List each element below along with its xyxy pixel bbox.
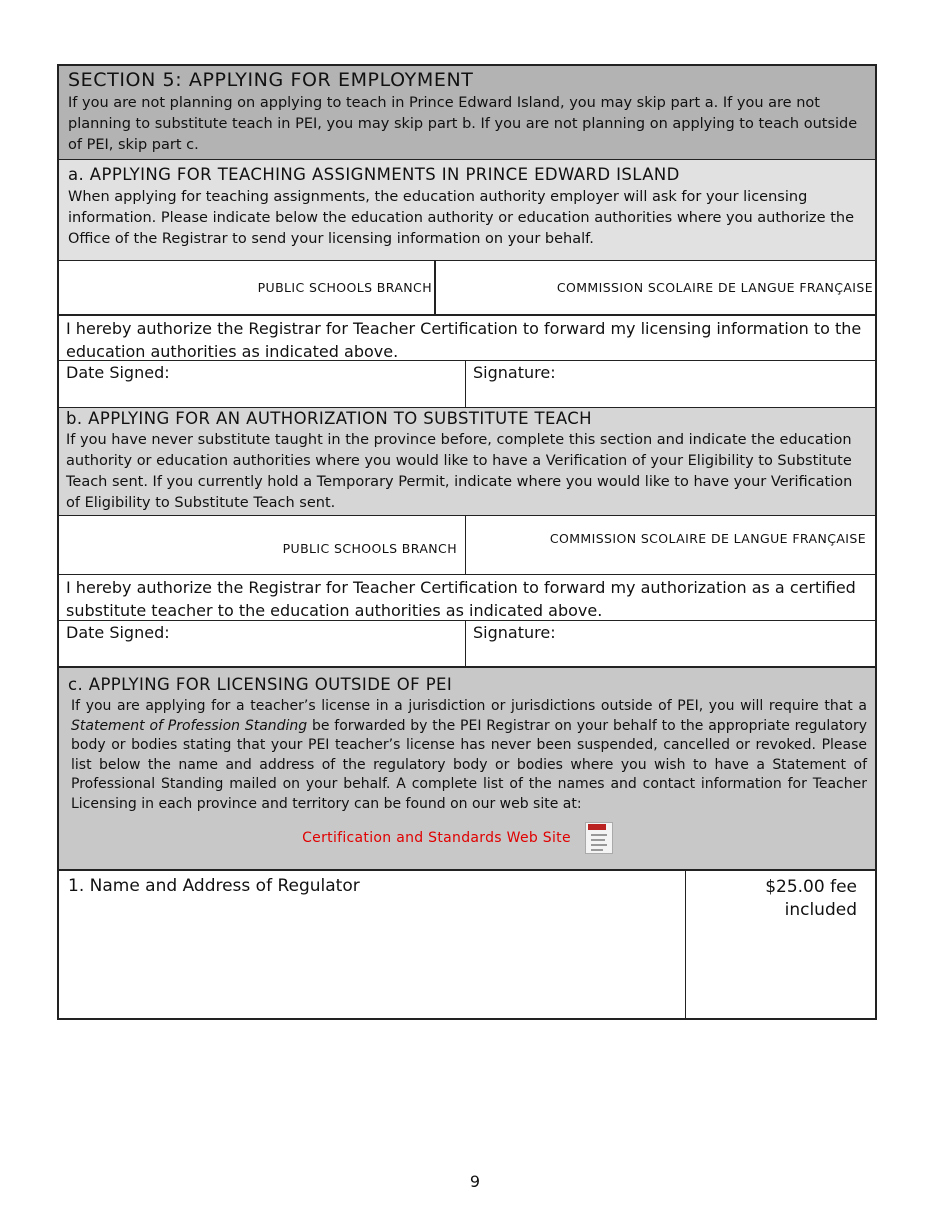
part-a-signature-row	[59, 361, 875, 408]
public-schools-branch-option[interactable]	[59, 261, 436, 314]
part-a-authorization-statement: I hereby authorize the Registrar for Teacher Certification to forward my licensing information to the education authorities as indicated above.	[59, 315, 875, 361]
part-b-authority-options	[59, 516, 875, 575]
page-number: 9	[469, 1172, 481, 1191]
commission-scolaire-option[interactable]	[436, 261, 875, 314]
part-a-instructions: When applying for teaching assignments, the education authority employer will ask for your licensing information. Please indicate below the education authority or education authorities where you authorize the Office of the Registrar to send your licensing information on your behalf.	[68, 189, 854, 247]
certification-web-site-link[interactable]: Certification and Standards Web Site	[302, 830, 571, 846]
part-b-header	[59, 408, 875, 516]
web-site-link-line	[68, 822, 867, 854]
section-title: SECTION 5: APPLYING FOR EMPLOYMENT	[68, 69, 474, 91]
regulator-name-address-field[interactable]	[59, 871, 686, 1018]
date-signed-label: Date Signed:	[66, 623, 170, 642]
part-a-title: a. APPLYING FOR TEACHING ASSIGNMENTS IN PRINCE EDWARD ISLAND	[68, 165, 680, 184]
date-signed-label: Date Signed:	[66, 363, 170, 382]
section-5-header	[59, 66, 875, 160]
public-schools-branch-option[interactable]	[59, 516, 466, 574]
signature-field[interactable]	[466, 361, 875, 407]
fee-amount: $25.00 fee	[765, 877, 857, 897]
commission-scolaire-option[interactable]	[466, 516, 875, 574]
part-b-title: b. APPLYING FOR AN AUTHORIZATION TO SUBSTITUTE TEACH	[66, 409, 592, 428]
signature-label: Signature:	[473, 623, 556, 642]
part-c-text-after: be forwarded by the PEI Registrar on your behalf to the appropriate regulatory body or bodies stating that your PEI teacher’s license has never been suspended, cancelled or revoked. Please list below the name and address of the regulatory body or bodies where you wish to have a Statement of Professional Standing mailed on your behalf. A complete list of the names and contact information for Teacher Licensing in each province and territory can be found on our web site at:	[71, 717, 867, 812]
fee-included: included	[784, 900, 857, 920]
regulator-label: 1. Name and Address of Regulator	[68, 876, 360, 896]
employment-application-form	[57, 64, 877, 1020]
option-label: COMMISSION SCOLAIRE DE LANGUE FRANÇAISE	[549, 531, 866, 546]
section-intro: If you are not planning on applying to teach in Prince Edward Island, you may skip part a. If you are not planning to substitute teach in PEI, you may skip part b. If you are not planning on applying to teach outside of PEI, skip part c.	[68, 95, 858, 153]
signature-field[interactable]	[466, 621, 875, 666]
regulator-row	[59, 870, 875, 1018]
part-a-header	[59, 160, 875, 260]
date-signed-field[interactable]	[59, 361, 466, 407]
fee-note	[686, 871, 875, 1018]
part-c-text-before: If you are applying for a teacher’s license in a jurisdiction or jurisdictions outside of PEI, you will require that a	[71, 698, 867, 714]
part-c-instructions	[68, 697, 867, 814]
option-label: COMMISSION SCOLAIRE DE LANGUE FRANÇAISE	[556, 280, 873, 295]
part-b-instructions: If you have never substitute taught in the province before, complete this section and indicate the education authority or education authorities where you would like to have a Verification of your Eligibility to Substitute Teach sent. If you currently hold a Temporary Permit, indicate where you would like to have your Verification of Eligibility to Substitute Teach sent.	[66, 432, 853, 511]
form-document-icon[interactable]	[585, 822, 613, 854]
part-b-authorization-statement: I hereby authorize the Registrar for Teacher Certification to forward my authorization as a certified substitute teacher to the education authorities as indicated above.	[59, 575, 875, 621]
option-label: PUBLIC SCHOOLS BRANCH	[257, 280, 432, 295]
date-signed-field[interactable]	[59, 621, 466, 666]
part-c-header	[59, 668, 875, 870]
option-label: PUBLIC SCHOOLS BRANCH	[282, 540, 457, 556]
part-a-authority-options	[59, 260, 875, 315]
part-b-signature-row	[59, 621, 875, 668]
signature-label: Signature:	[473, 363, 556, 382]
part-c-title: c. APPLYING FOR LICENSING OUTSIDE OF PEI	[68, 675, 453, 694]
statement-of-standing-term: Statement of Profession Standing	[71, 717, 308, 734]
